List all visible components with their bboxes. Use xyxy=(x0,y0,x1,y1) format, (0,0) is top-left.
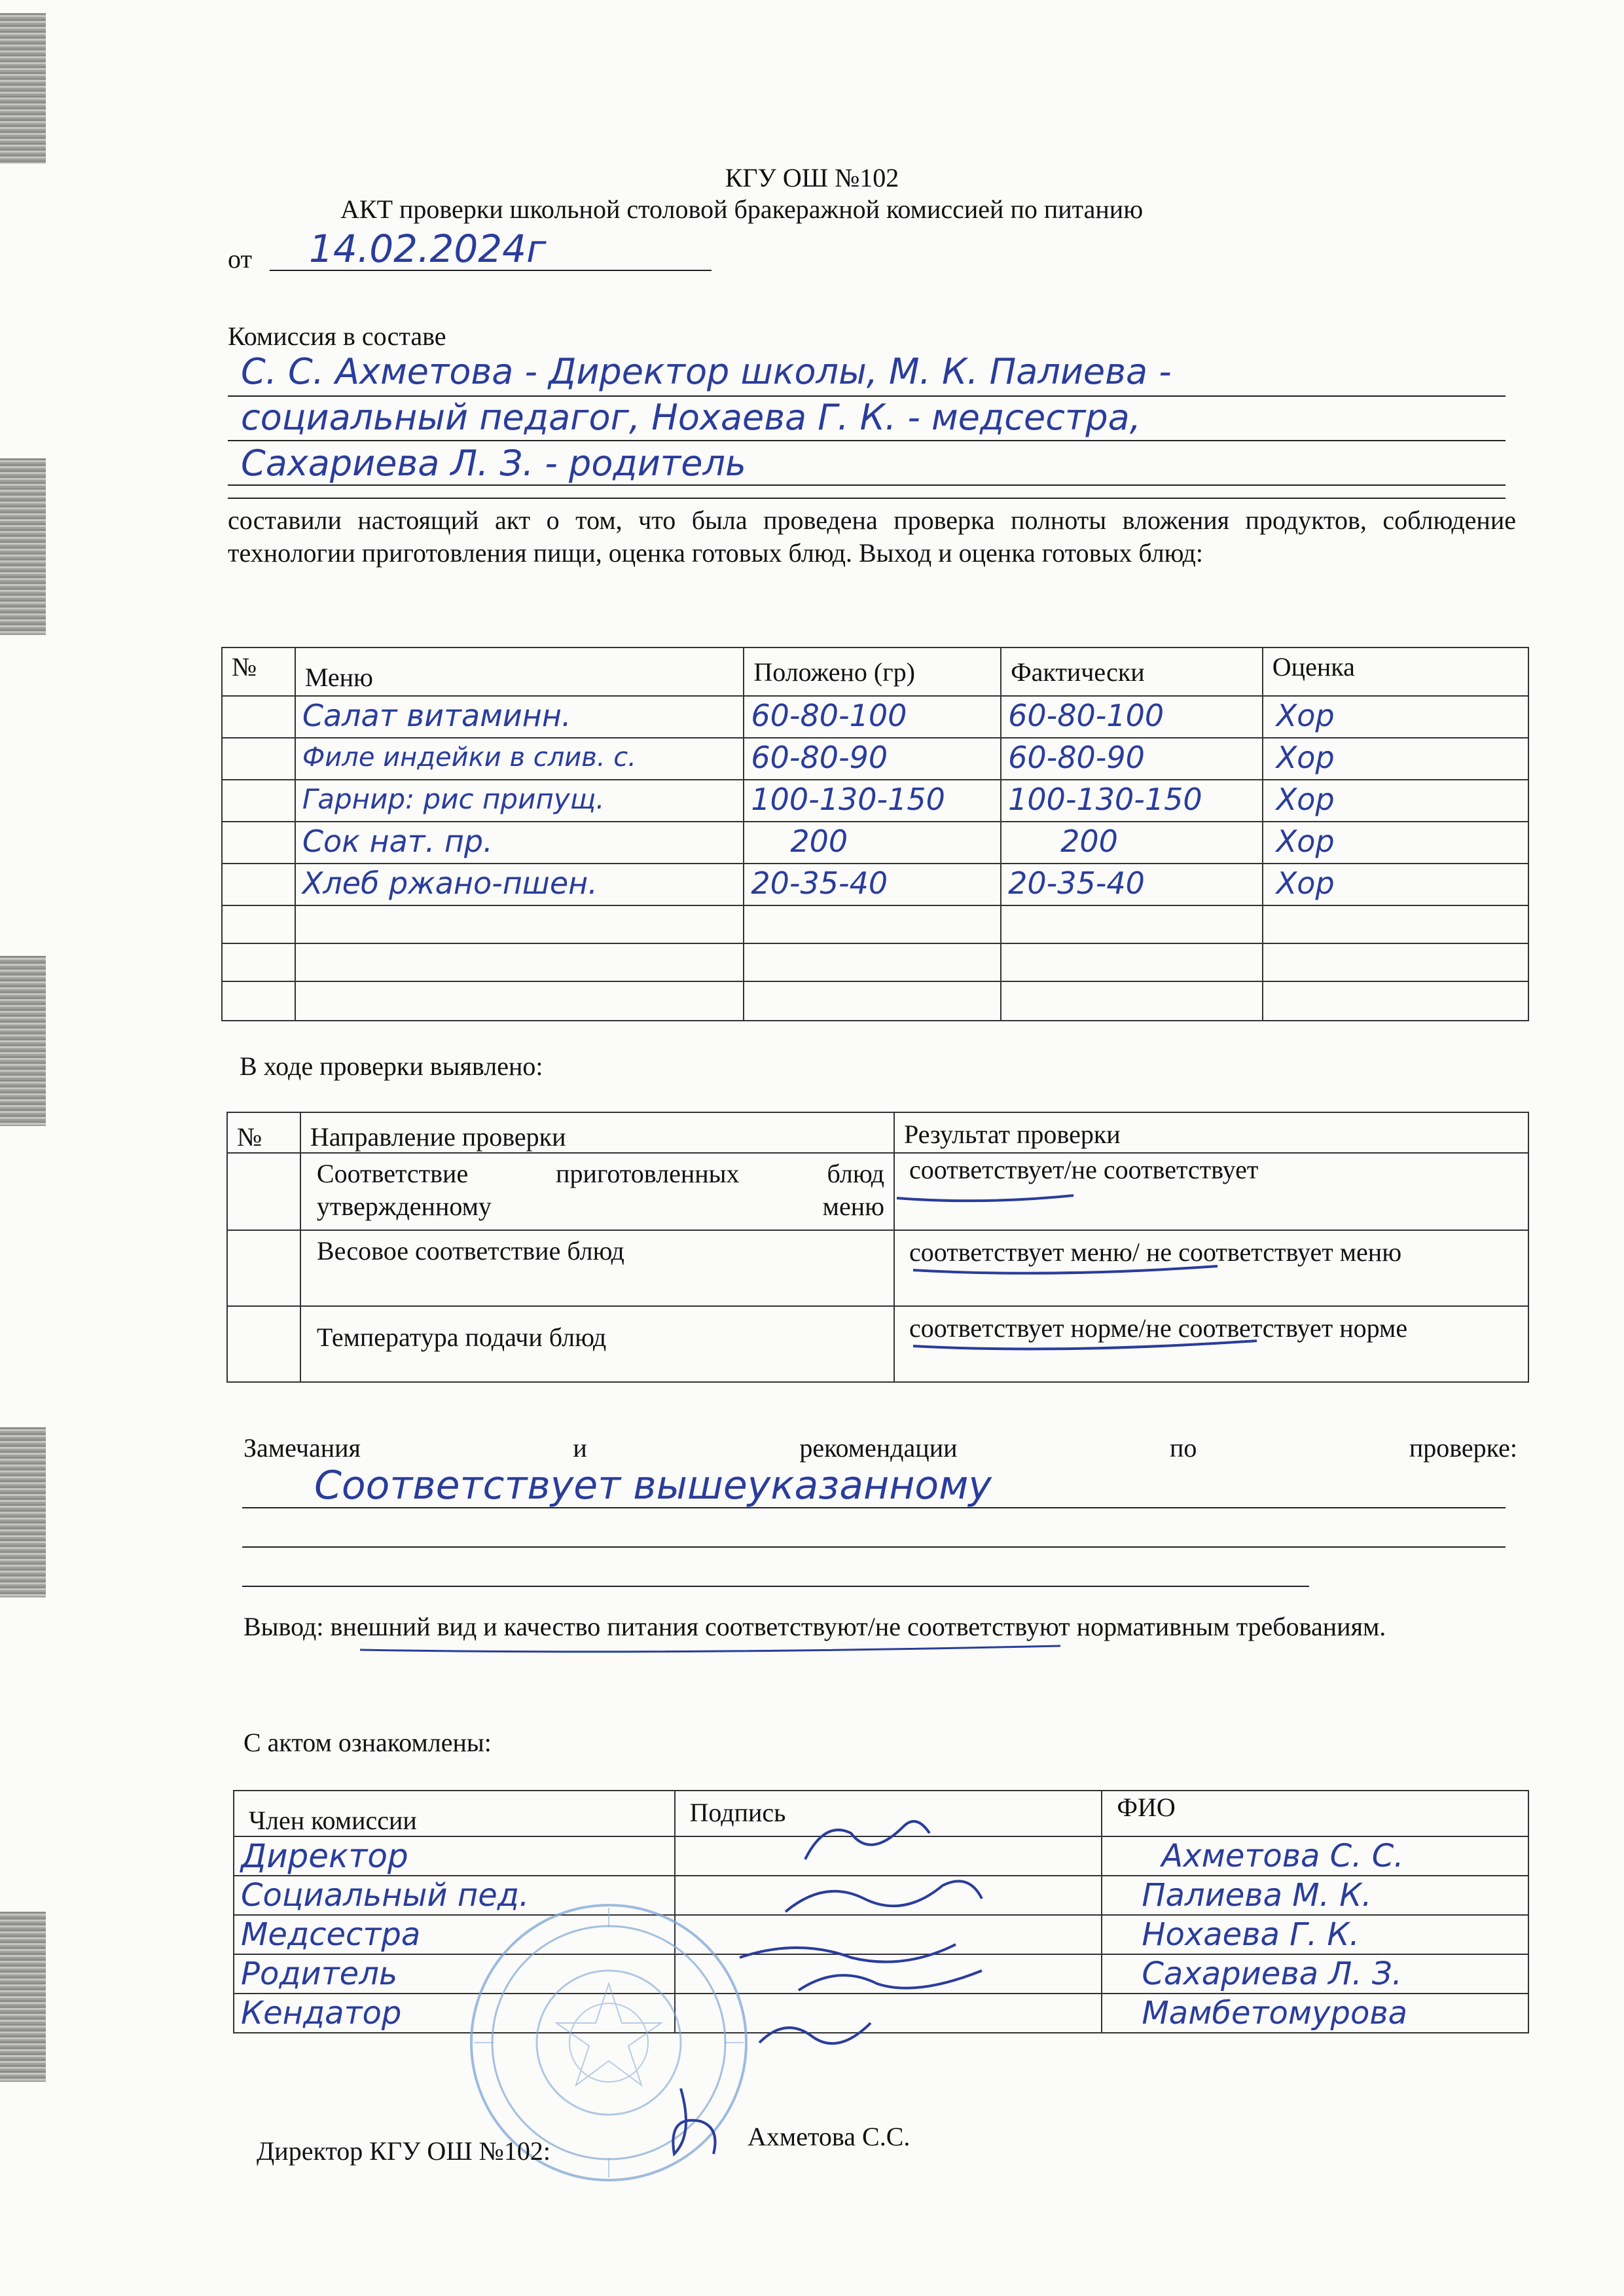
cell-menu: Хлеб ржано-пшен. xyxy=(302,866,598,901)
intro-paragraph: составили настоящий акт о том, что была проведена проверка полноты вложения продуктов, соблюдение технологии приготовления пищи, оценка готовых блюд. Выход и оценка готовых блюд: xyxy=(228,505,1516,568)
acquainted-label: С актом ознакомлены: xyxy=(244,1728,492,1757)
commission-text: Сахариева Л. З. - родитель xyxy=(241,443,746,484)
cell-direction: Весовое соответствие блюд xyxy=(316,1236,624,1266)
act-title: АКТ проверки школьной столовой бракеражной комиссией по питанию xyxy=(340,194,1144,224)
cell-member: Кендатор xyxy=(241,1995,402,2032)
col-member: Член комиссии xyxy=(234,1791,675,1836)
cell-actual: 100-130-150 xyxy=(1008,782,1202,817)
cell-direction: Соответствие приготовленных блюд утвержденному меню xyxy=(316,1159,885,1221)
date-prefix: от xyxy=(228,244,252,274)
cell-member: Социальный пед. xyxy=(241,1877,530,1914)
cell-actual: 20-35-40 xyxy=(1008,866,1145,901)
col-signature: Подпись xyxy=(675,1791,1102,1836)
col-direction: Направление проверки xyxy=(300,1112,894,1153)
cell-grade: Хор xyxy=(1276,698,1335,733)
col-planned: Положено (гр) xyxy=(744,647,1001,696)
director-name: Ахметова С.С. xyxy=(748,2122,911,2151)
cell-planned: 60-80-90 xyxy=(751,740,888,775)
cell-result: соответствует/не соответствует xyxy=(909,1155,1259,1184)
cell-grade: Хор xyxy=(1276,866,1335,901)
org-title: КГУ ОШ №102 xyxy=(725,163,899,192)
director-label: Директор КГУ ОШ №102: xyxy=(257,2136,550,2166)
col-menu: Меню xyxy=(295,647,744,696)
cell-result: соответствует норме/не соответствует норме xyxy=(909,1313,1408,1343)
cell-member: Директор xyxy=(241,1837,408,1875)
cell-member: Медсестра xyxy=(241,1916,421,1953)
commission-label: Комиссия в составе xyxy=(228,321,446,351)
cell-actual: 60-80-100 xyxy=(1008,698,1164,733)
col-fio: ФИО xyxy=(1102,1791,1528,1836)
cell-menu: Филе индейки в слив. с. xyxy=(302,742,636,773)
cell-menu: Салат витаминн. xyxy=(302,698,571,733)
cell-fio: Нохаева Г. К. xyxy=(1142,1916,1360,1953)
remarks-value: Соответствует вышеуказанному xyxy=(314,1463,992,1508)
cell-menu: Гарнир: рис припущ. xyxy=(302,783,605,815)
cell-planned: 20-35-40 xyxy=(751,866,888,901)
findings-label: В ходе проверки выявлено: xyxy=(240,1051,543,1081)
cell-grade: Хор xyxy=(1276,824,1335,859)
cell-planned: 200 xyxy=(790,824,848,859)
cell-fio: Мамбетомурова xyxy=(1142,1995,1408,2032)
cell-grade: Хор xyxy=(1276,740,1335,775)
cell-fio: Ахметова С. С. xyxy=(1161,1838,1404,1874)
remarks-label: Замечания и рекомендации по проверке: xyxy=(244,1433,1517,1463)
date-value: 14.02.2024г xyxy=(309,227,547,271)
cell-fio: Палиева М. К. xyxy=(1142,1877,1372,1914)
cell-planned: 100-130-150 xyxy=(751,782,945,817)
commission-text: С. С. Ахметова - Директор школы, М. К. Палиева - xyxy=(241,351,1172,392)
cell-grade: Хор xyxy=(1276,782,1335,817)
cell-result: соответствует меню/ не соответствует меню xyxy=(909,1237,1402,1267)
cell-planned: 60-80-100 xyxy=(751,698,907,733)
col-actual: Фактически xyxy=(1001,647,1263,696)
col-result: Результат проверки xyxy=(894,1112,1528,1153)
cell-direction: Температура подачи блюд xyxy=(316,1322,607,1352)
col-num: № xyxy=(227,1112,300,1153)
cell-actual: 60-80-90 xyxy=(1008,740,1145,775)
cell-actual: 200 xyxy=(1060,824,1118,859)
cell-fio: Сахариева Л. З. xyxy=(1142,1956,1402,1992)
conclusion: Вывод: внешний вид и качество питания соответствуют/не соответствуют нормативным требованиям. xyxy=(244,1612,1386,1641)
commission-text: социальный педагог, Нохаева Г. К. - медсестра, xyxy=(241,397,1141,438)
cell-member: Родитель xyxy=(241,1956,398,1992)
col-num: № xyxy=(222,647,295,696)
cell-menu: Сок нат. пр. xyxy=(302,824,493,859)
col-grade: Оценка xyxy=(1263,647,1528,696)
